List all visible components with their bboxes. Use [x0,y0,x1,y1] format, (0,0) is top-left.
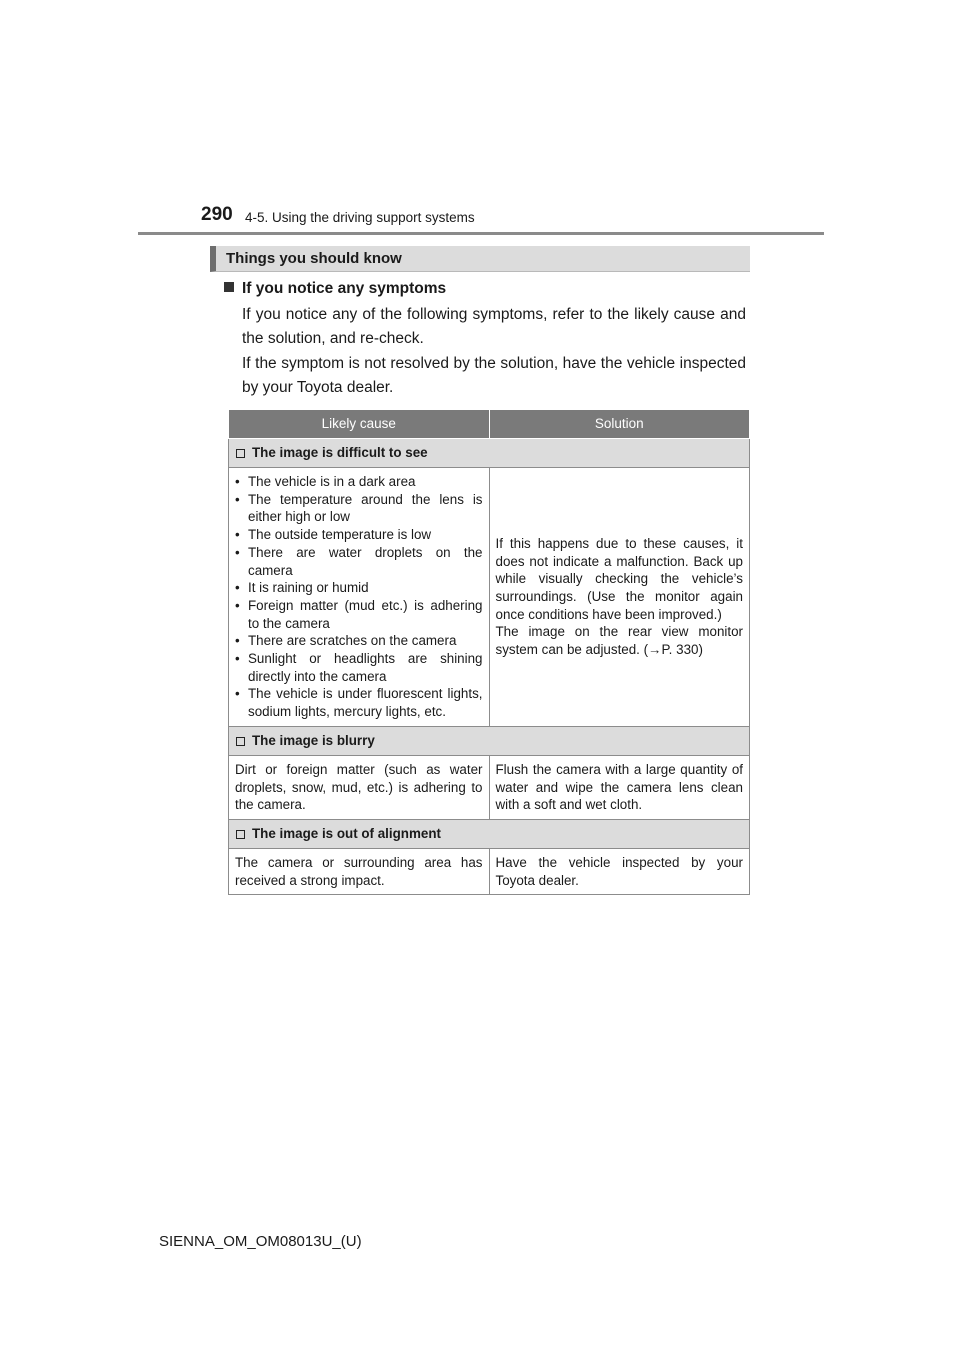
know-box-title: Things you should know [226,250,402,267]
table-header-row [229,410,750,439]
category-difficult-to-see [229,439,750,468]
category-row [229,819,750,848]
list-item: • The vehicle is under fluorescent lights, sodium lights, mercury lights, etc. [235,685,483,720]
document-code: SIENNA_OM_OM08013U_(U) [159,1233,362,1250]
cause-cell: Dirt or foreign matter (such as water droplets, snow, mud, etc.) is adhering to the camera. [229,755,490,819]
symptom-heading-text: If you notice any symptoms [242,280,447,297]
table-row [229,755,750,819]
square-bullet-icon [224,282,234,292]
solution-adjust-text: The image on the rear view monitor system can be adjusted. (→P. 330) [495,624,743,658]
category-row [229,726,750,755]
cause-list [235,473,483,721]
category-label: The image is out of alignment [252,826,441,842]
list-item: • The vehicle is in a dark area [235,473,483,491]
category-blurry [229,726,750,755]
list-item: • It is raining or humid [235,579,483,597]
cause-cell: The camera or surrounding area has received a strong impact. [229,848,490,894]
table-row [229,468,750,727]
list-item: • There are scratches on the camera [235,632,483,650]
column-header-solution: Solution [489,410,750,439]
list-item: • Foreign matter (mud etc.) is adhering to the camera [235,597,483,632]
column-header-likely-cause: Likely cause [229,410,490,439]
checkbox-icon [236,737,245,746]
solution-cell [489,468,750,727]
checkbox-icon [236,449,245,458]
category-label: The image is blurry [252,732,375,748]
intro-paragraph: If you notice any of the following symptoms, refer to the likely cause and the solution, and re-check. [242,306,746,347]
symptom-heading [224,280,446,298]
page-number: 290 [201,204,233,225]
category-out-of-alignment [229,819,750,848]
dealer-paragraph: If the symptom is not resolved by the solution, have the vehicle inspected by your Toyota dealer. [242,355,746,396]
solution-cell: Have the vehicle inspected by your Toyota dealer. [489,848,750,894]
list-item: • The outside temperature is low [235,526,483,544]
cause-cell [229,468,490,727]
list-item: • The temperature around the lens is either high or low [235,491,483,526]
things-you-should-know-box [210,246,750,272]
section-title: 4-5. Using the driving support systems [245,210,475,225]
solution-text: If this happens due to these causes, it does not indicate a malfunction. Back up while visually checking the vehicle’s surroundings. (Use the monitor again once conditions have been improved.) [495,535,743,622]
symptom-table [228,409,750,895]
category-label: The image is difficult to see [252,445,428,461]
header-rule [138,232,824,235]
checkbox-icon [236,830,245,839]
table-row [229,848,750,894]
category-row [229,439,750,468]
solution-cell: Flush the camera with a large quantity of water and wipe the camera lens clean with a soft and wet cloth. [489,755,750,819]
list-item: • Sunlight or headlights are shining directly into the camera [235,650,483,685]
list-item: • There are water droplets on the camera [235,544,483,579]
